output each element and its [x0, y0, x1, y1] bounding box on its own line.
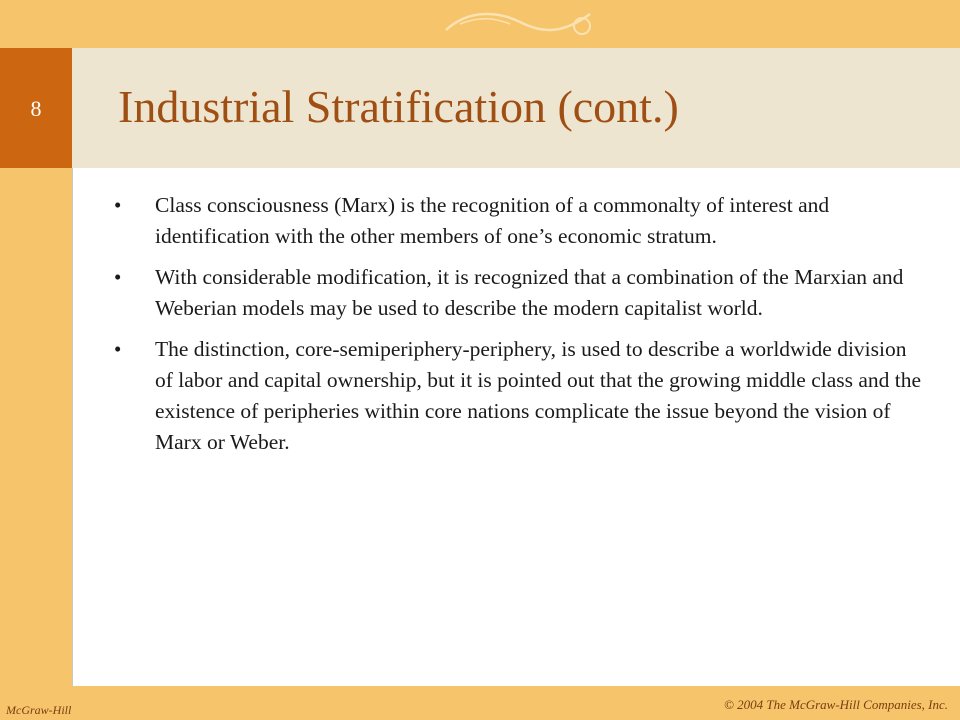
bullet-item [114, 334, 924, 458]
bullet-item [114, 262, 924, 324]
slide-number: 8 [30, 96, 42, 121]
swirl-ornament-icon [440, 4, 600, 40]
bullet-item [114, 190, 924, 252]
bullet-dot-icon: • [114, 337, 122, 361]
bullet-text: With considerable modification, it is recognized that a combination of the Marxian and Weberian models may be used to describe the modern capitalist world. [155, 265, 904, 320]
bullet-dot-icon: • [114, 265, 122, 289]
copyright-notice: © 2004 The McGraw-Hill Companies, Inc. [724, 697, 948, 712]
bullet-text: The distinction, core-semiperiphery-periphery, is used to describe a worldwide division of labor and capital ownership, but it is pointed out that the growing middle class and the existence of peripheries within core nations complicate the issue beyond the vision of Marx or Weber. [155, 337, 922, 454]
slide-title: Industrial Stratification (cont.) [118, 81, 679, 132]
bullet-list [114, 190, 924, 468]
top-band [0, 0, 960, 48]
publisher-label: McGraw-Hill [6, 703, 72, 717]
bullet-text: Class consciousness (Marx) is the recognition of a commonalty of interest and identification with the other members of one’s economic stratum. [155, 193, 830, 248]
bullet-dot-icon: • [114, 193, 122, 217]
